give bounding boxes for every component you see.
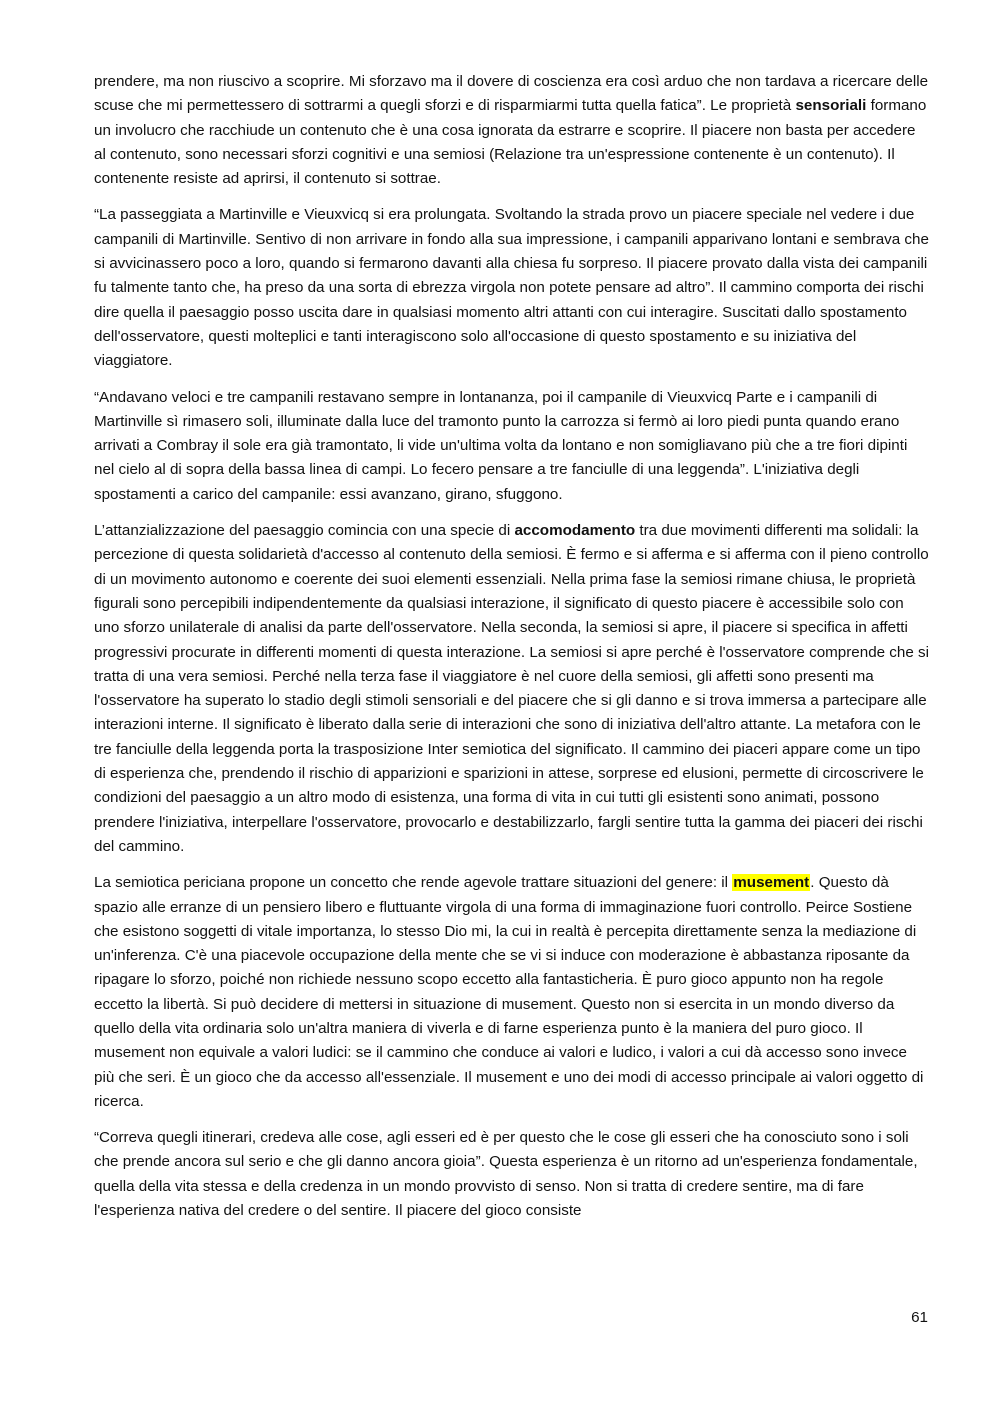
bold-term-sensoriali: sensoriali bbox=[795, 97, 867, 115]
paragraph-4-text-a: L’attanzializzazione del paesaggio comincia con una specie di bbox=[94, 522, 515, 540]
paragraph-5-text-a: La semiotica periciana propone un concetto che rende agevole trattare situazioni del genere: il bbox=[94, 874, 733, 892]
paragraph-6: “Correva quegli itinerari, credeva alle cose, agli esseri ed è per questo che le cose gli esseri che ha conosciuto sono i soli che prende ancora sul serio e che gli danno ancora gioia”. Questa esperienza è un ritorno ad un'esperienza fondamentale, quella della vita stessa e della credenza in un mondo provvisto di senso. Non si tratta di credere sentire, ma di fare l'esperienza nativa del credere o del sentire. Il piacere del gioco consiste bbox=[94, 1129, 918, 1220]
highlighted-term-musement: musement bbox=[733, 874, 810, 892]
paragraph-1 bbox=[94, 70, 930, 191]
paragraph-3: “Andavano veloci e tre campanili restavano sempre in lontananza, poi il campanile di Vieuxvicq Parte e i campanili di Martinville sì rimasero soli, illuminate dalla luce del tramonto punto la carrozza si fermò ai loro piedi punta quando erano arrivati a Combray il sole era già tramontato, li vide un'ultima volta da lontano e non somigliavano più che a tre fiori dipinti nel cielo al di sopra della bassa linea di campi. Lo fecero pensare a tre fanciulle di una leggenda”. L'iniziativa degli spostamenti a carico del campanile: essi avanzano, girano, sfuggono. bbox=[94, 388, 908, 503]
paragraph-4 bbox=[94, 519, 930, 859]
paragraph-4-text-c: tra due movimenti differenti ma solidali: la percezione di questa solidarietà d'accesso al contenuto della semiosi. È fermo e si afferma e si afferma con il pieno controllo di un movimento autonomo e coerente dei suoi elementi essenziali. Nella prima fase la semiosi rimane chiusa, le proprietà figurali sono percepibili indipendentemente da qualsiasi interazione, il significato di questo piacere è accessibile solo con uno sforzo unilaterale di analisi da parte dell'osservatore. Nella seconda, la semiosi si apre, il piacere si specifica in affetti progressivi procurate in differenti momenti di questa interazione. La semiosi si apre perché è l'osservatore comprende che si tratta di una vera semiosi. Perché nella terza fase il viaggiatore è nel cuore della semiosi, gli affetti sono presenti ma l'osservatore ha superato lo stadio degli stimoli sensoriali e del piacere che si gli danno e si trova immersa a partecipare alle interazioni interne. Il significato è liberato dalla serie di interazioni che sono di iniziativa dell'altro attante. La metafora con le tre fanciulle della leggenda porta la trasposizione Inter semiotica del significato. Il cammino dei piaceri appare come un tipo di esperienza che, prendendo il rischio di apparizioni e sparizioni in attese, sorprese ed elusioni, permette di circoscrivere le condizioni del paesaggio a un altro modo di esistenza, una forma di vita in cui tutti gli esistenti sono animati, possono prendere l'iniziativa, interpellare l'osservatore, provocarlo e destabilizzarlo, fargli sentire tutta la gamma dei piaceri dei rischi del cammino. bbox=[94, 522, 929, 855]
paragraph-1-text-a: prendere, ma non riuscivo a scoprire. Mi sforzavo ma il dovere di coscienza era così arduo che non tardava a ricercare delle scuse che mi permettessero di sottrarmi a quegli sforzi e di risparmiarmi tutta quella fatica”. Le proprietà bbox=[94, 73, 929, 115]
document-body bbox=[94, 70, 930, 1235]
bold-term-accomodamento: accomodamento bbox=[514, 522, 636, 540]
paragraph-5-text-c: . Questo dà spazio alle erranze di un pensiero libero e fluttuante virgola di una forma di immaginazione fuori controllo. Peirce Sostiene che esistono soggetti di vitale importanza, lo stesso Dio mi, la cui in realtà è percepita direttamente senza la mediazione di un'inferenza. C'è una piacevole occupazione della mente che se vi si induce con moderazione è abbastanza riposante da ripagare lo sforzo, poiché non richiede nessuno scopo eccetto alla fantasticheria. È puro gioco appunto non ha regole eccetto la libertà. Si può decidere di mettersi in situazione di musement. Questo non si esercita in un mondo diverso da quello della vita ordinaria solo un'altra maniera di viverla e di farne esperienza punto è la maniera del puro gioco. Il musement non equivale a valori ludici: se il cammino che conduce ai valori e ludico, i valori a cui dà accesso sono invece più che seri. È un gioco che da accesso all'essenziale. Il musement e uno dei modi di accesso principale ai valori oggetto di ricerca. bbox=[94, 874, 924, 1110]
paragraph-5 bbox=[94, 871, 930, 1114]
paragraph-1-text-c: formano un involucro che racchiude un contenuto che è una cosa ignorata da estrarre e scoprire. Il piacere non basta per accedere al contenuto, sono necessari sforzi cognitivi e una semiosi (Relazione tra un'espressione contenente è un contenuto). Il contenente resiste ad aprirsi, il contenuto si sottrae. bbox=[94, 97, 927, 188]
paragraph-2: “La passeggiata a Martinville e Vieuxvicq si era prolungata. Svoltando la strada provo un piacere speciale nel vedere i due campanili di Martinville. Sentivo di non arrivare in fondo alla sua impressione, i campanili apparivano lontani e sembrava che si avvicinassero poco a loro, quando si fermarono davanti alla chiesa fu sorpreso. Il piacere provato dalla vista dei campanili fu talmente tanto che, ha preso da una sorta di ebrezza virgola non potete pensare ad altro”. Il cammino comporta dei rischi dire quella il paesaggio posso uscita dare in qualsiasi momento altri attanti con cui interagire. Suscitati dallo spostamento dell'osservatore, questi molteplici e tanti interagiscono solo all'occasione di questo spostamento e su iniziativa del viaggiatore. bbox=[94, 206, 929, 370]
page-number: 61 bbox=[911, 1309, 928, 1326]
